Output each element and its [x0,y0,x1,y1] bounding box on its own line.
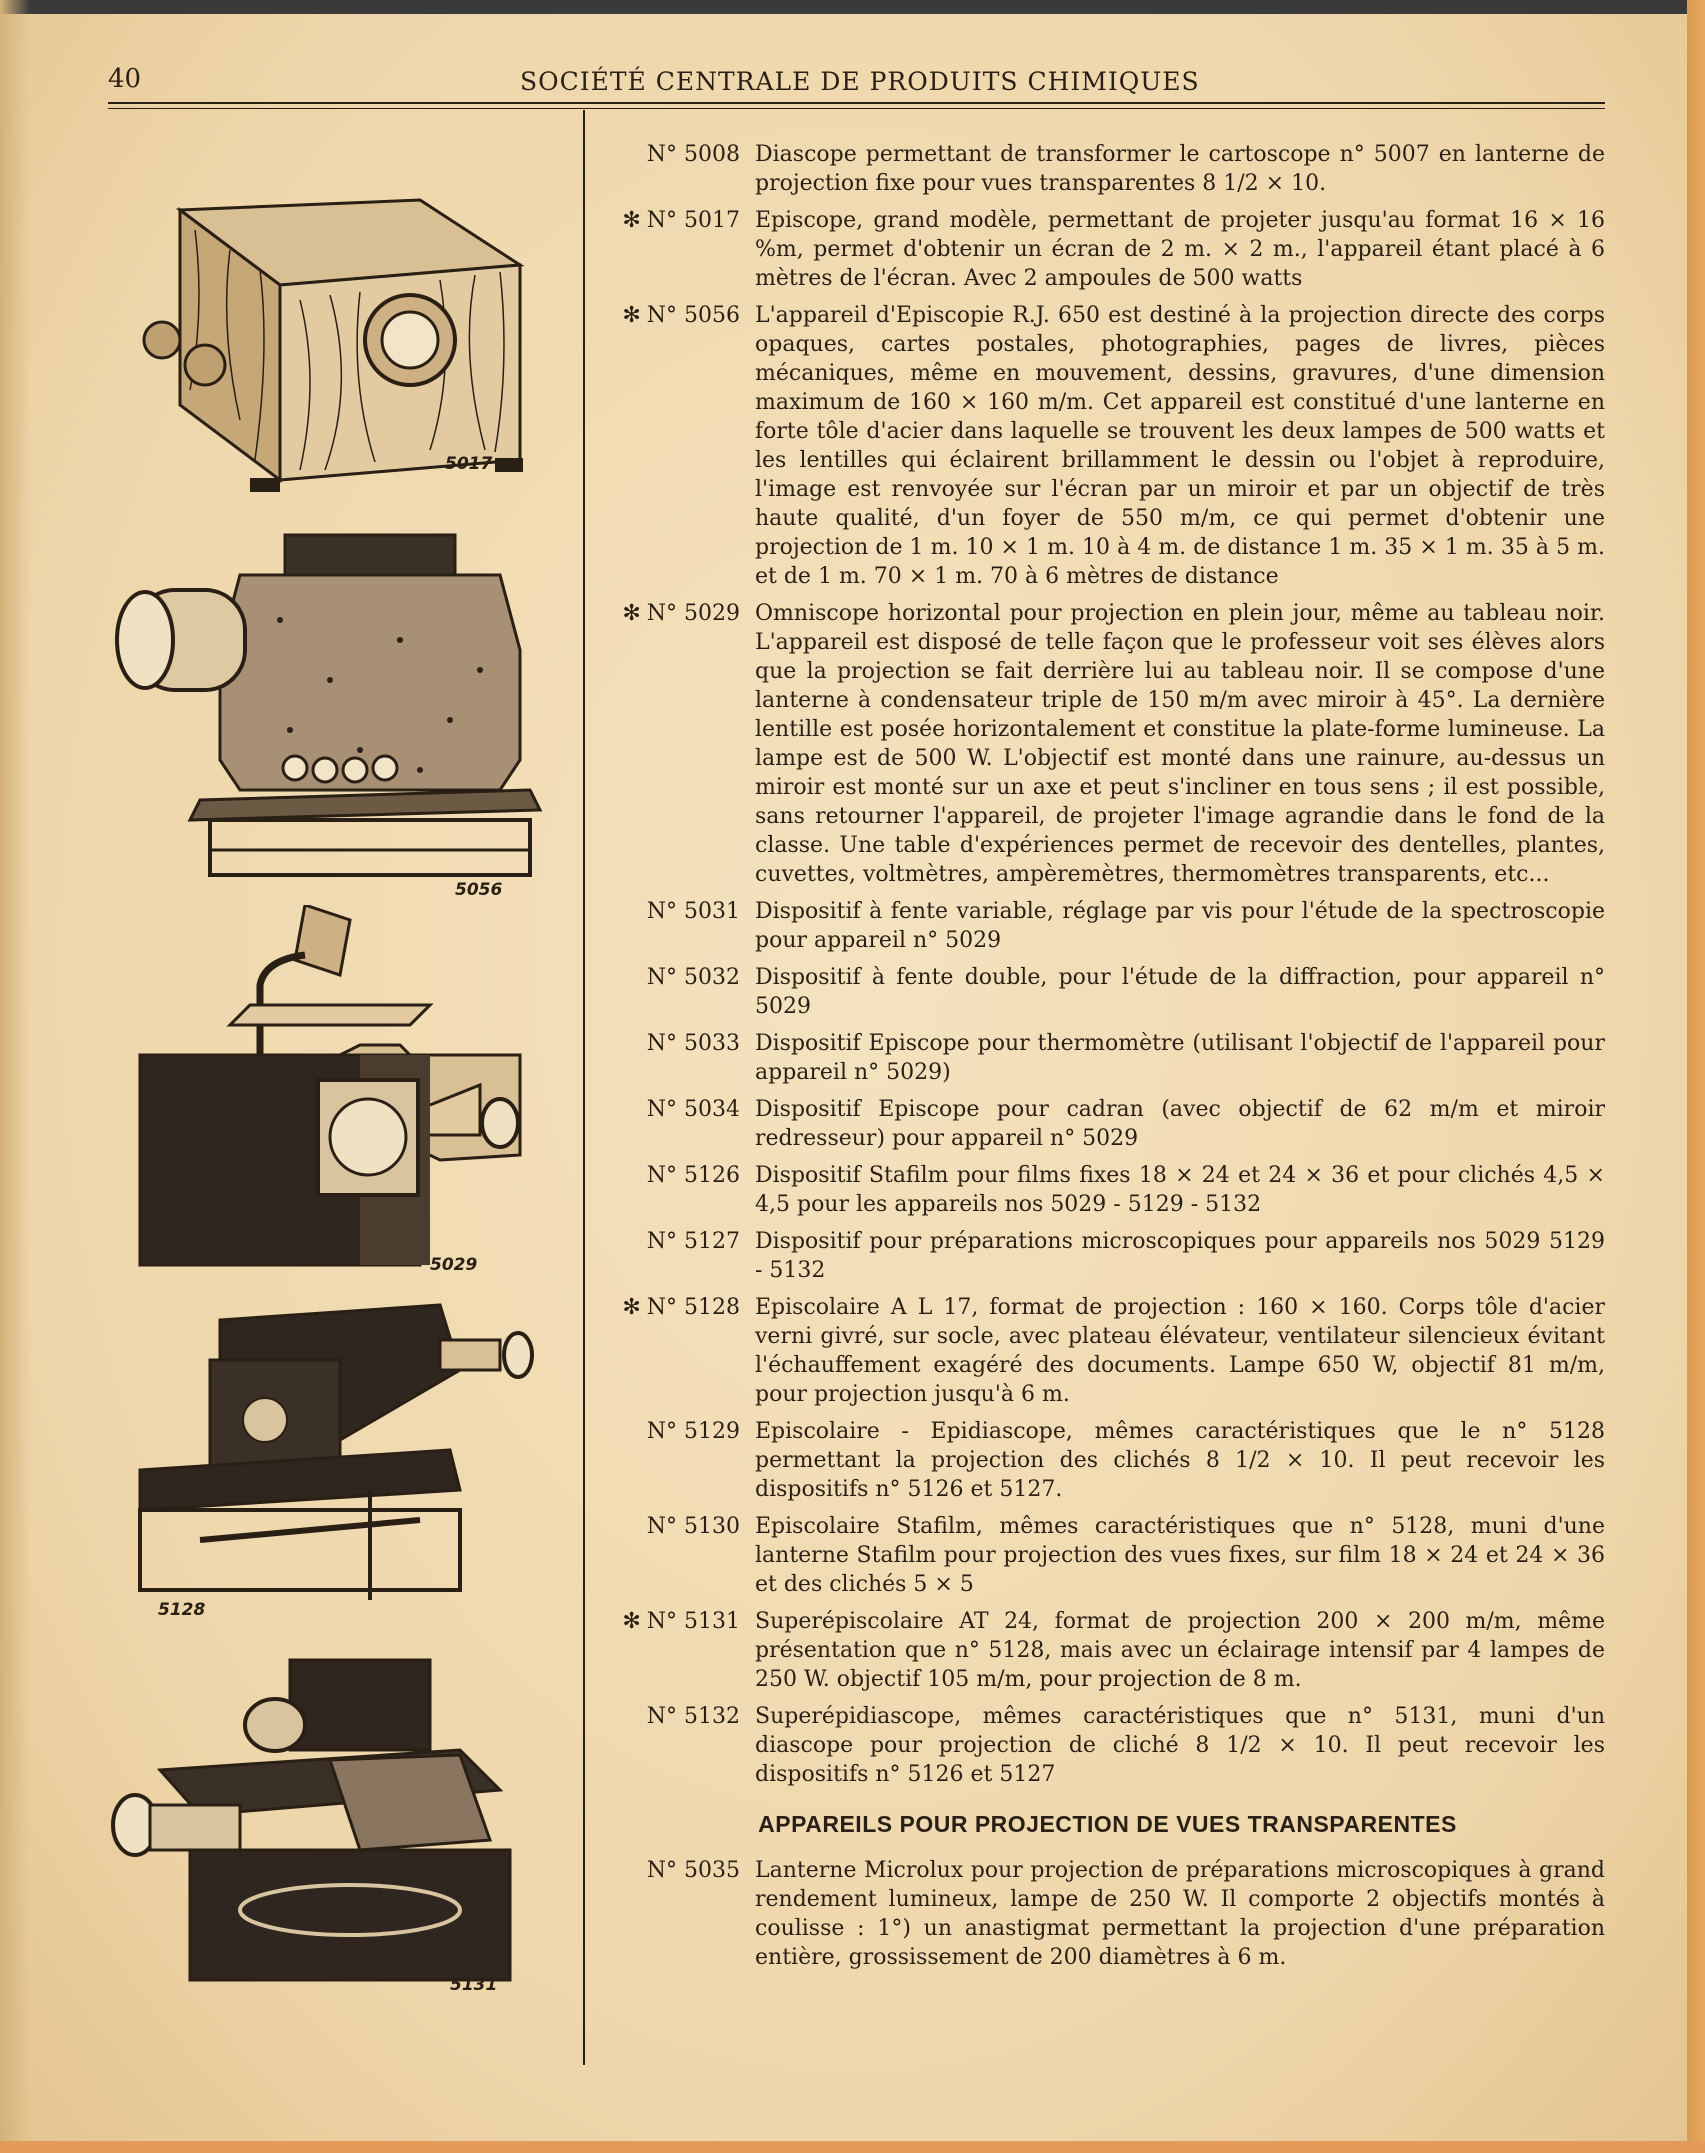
item-number [590,1512,740,1541]
item-description: Dispositif Episcope pour thermomètre (utilisant l'objectif de l'appareil pour appareil n° 5029) [755,1031,1605,1085]
item-description: Episcolaire A L 17, format de projection : 160 × 160. Corps tôle d'acier verni givré, sur socle, avec plateau élévateur, ventilateur silencieux évitant l'échauffement exagéré des documents. Lampe 650 W, objectif 81 m/m, pour projection jusqu'à 6 m. [755,1295,1605,1407]
item-number [590,1607,740,1636]
episcope-rj650-drawing [100,520,560,910]
catalog-entry [590,1702,1605,1789]
header-rule-thin [108,108,1605,109]
catalog-entry [590,1161,1605,1219]
right-edge [1687,0,1705,2153]
item-number-text: N° 5032 [646,965,740,990]
item-number [590,1293,740,1322]
catalog-entry [590,1029,1605,1087]
item-description: Dispositif à fente variable, réglage par vis pour l'étude de la spectroscopie pour appareil n° 5029 [755,899,1605,953]
catalog-entry [590,206,1605,293]
figure-superepiscolaire-5131 [100,1640,560,2000]
item-number [590,206,740,235]
item-number [590,963,740,992]
catalog-entry [590,963,1605,1021]
figure-label: 5029 [430,1255,478,1275]
section-entry-list [590,1856,1605,1972]
item-number [590,897,740,926]
item-number-text: N° 5132 [646,1704,740,1729]
column-divider [583,110,585,2065]
item-number-text: N° 5056 [646,303,740,328]
item-number-text: N° 5127 [646,1229,740,1254]
catalog-entry [590,1856,1605,1972]
item-number-text: N° 5130 [646,1514,740,1539]
item-number-text: N° 5034 [646,1097,740,1122]
item-number [590,301,740,330]
item-description: Omniscope horizontal pour projection en plein jour, même au tableau noir. L'appareil est disposé de telle façon que le professeur voit ses élèves alors que la projection se fait derrière lui au tableau noir. Il se compose d'une lanterne à condensateur triple de 150 m/m avec miroir à 45°. La dernière lentille est posée horizontalement et constitue la plate-forme lumineuse. La lampe est de 500 W. L'objectif est monté dans une rainure, au-dessus un miroir est monté sur un axe et peut s'incliner en tous sens ; il est possible, sans retourner l'appareil, de projeter l'image agrandie dans le fond de la classe. Une table d'expériences permet de recevoir des dentelles, plantes, cuvettes, voltmètres, ampèremètres, thermomètres transparents, etc... [755,601,1605,887]
item-number [590,140,740,169]
figure-label: 5131 [450,1975,498,1995]
episcolaire-drawing [100,1300,560,1630]
item-number [590,1856,740,1885]
catalog-entry [590,599,1605,889]
asterisk-icon: ✻ [622,601,641,626]
item-description: Dispositif pour préparations microscopiques pour appareils nos 5029 5129 - 5132 [755,1229,1605,1283]
entry-list [590,140,1605,1789]
item-number-text: N° 5129 [646,1419,740,1444]
item-number-text: N° 5128 [646,1295,740,1320]
catalog-entry [590,1512,1605,1599]
catalog-entry [590,1227,1605,1285]
asterisk-icon: ✻ [622,303,641,328]
catalog-entry [590,1607,1605,1694]
item-number-text: N° 5131 [646,1609,740,1634]
item-description: Superépidiascope, mêmes caractéristiques que n° 5131, muni d'un diascope pour projection de cliché 8 1/2 × 10. Il peut recevoir les dispositifs n° 5126 et 5127 [755,1704,1605,1787]
catalog-entry [590,897,1605,955]
item-description: Lanterne Microlux pour projection de préparations microscopiques à grand rendement lumineux, lampe de 250 W. Il comporte 2 objectifs montés à coulisse : 1°) un anastigmat permettant la projection d'une préparation entière, grossissement de 200 diamètres à 6 m. [755,1858,1605,1970]
item-number-text: N° 5029 [646,601,740,626]
asterisk-icon: ✻ [622,208,641,233]
item-number [590,1095,740,1124]
item-description: L'appareil d'Episcopie R.J. 650 est destiné à la projection directe des corps opaques, cartes postales, photographies, pages de livres, pièces mécaniques, même en mouvement, dessins, gravures, d'une dimension maximum de 160 × 160 m/m. Cet appareil est constitué d'une lanterne en forte tôle d'acier dans laquelle se trouvent les deux lampes de 500 watts et les lentilles qui éclairent brillamment le dessin ou l'objet à reproduire, l'image est renvoyée sur l'écran par un miroir et par un objectif de très haute qualité, d'un foyer de 550 m/m, ce qui permet d'obtenir une projection de 1 m. 10 × 1 m. 10 à 4 m. de distance 1 m. 35 × 1 m. 35 à 5 m. et de 1 m. 70 × 1 m. 70 à 6 mètres de distance [755,303,1605,589]
item-number [590,1702,740,1731]
figure-episcope-5056 [100,520,560,910]
bottom-edge [0,2141,1705,2153]
header-rule [108,102,1605,104]
figure-omniscope-5029 [100,905,560,1285]
item-description: Diascope permettant de transformer le cartoscope n° 5007 en lanterne de projection fixe pour vues transparentes 8 1/2 × 10. [755,142,1605,196]
item-number [590,1227,740,1256]
item-description: Dispositif Stafilm pour films fixes 18 × 24 et 24 × 36 et pour clichés 4,5 × 4,5 pour les appareils nos 5029 - 5129 - 5132 [755,1163,1605,1217]
item-description: Episcope, grand modèle, permettant de projeter jusqu'au format 16 × 16 %m, permet d'obtenir un écran de 2 m. × 2 m., l'appareil étant placé à 6 mètres de l'écran. Avec 2 ampoules de 500 watts [755,208,1605,291]
item-number [590,1161,740,1190]
page-header [108,64,1603,104]
item-number-text: N° 5017 [646,208,740,233]
catalog-entry [590,1293,1605,1409]
figure-label: 5128 [158,1600,206,1620]
superepiscolaire-drawing [100,1640,560,2000]
catalog-entry [590,301,1605,591]
item-number-text: N° 5008 [646,142,740,167]
asterisk-icon: ✻ [622,1609,641,1634]
figure-episcope-5017 [100,190,560,500]
page-number: 40 [108,64,142,94]
item-number-text: N° 5031 [646,899,740,924]
figure-label: 5017 [445,454,493,474]
item-number [590,1029,740,1058]
catalog-entry [590,140,1605,198]
catalog-entry [590,1095,1605,1153]
item-number [590,1417,740,1446]
figure-episcolaire-5128 [100,1300,560,1630]
item-number [590,599,740,628]
running-title: SOCIÉTÉ CENTRALE DE PRODUITS CHIMIQUES [520,67,1200,96]
item-number-text: N° 5126 [646,1163,740,1188]
item-number-text: N° 5035 [646,1858,740,1883]
catalog-entries [590,140,1605,1980]
catalog-entry [590,1417,1605,1504]
asterisk-icon: ✻ [622,1295,641,1320]
item-description: Superépiscolaire AT 24, format de projection 200 × 200 m/m, même présentation que n° 5128, mais avec un éclairage intensif par 4 lampes de 250 W. objectif 105 m/m, pour projection de 8 m. [755,1609,1605,1692]
item-number-text: N° 5033 [646,1031,740,1056]
top-edge [0,0,1705,14]
item-description: Dispositif Episcope pour cadran (avec objectif de 62 m/m et miroir redresseur) pour appareil n° 5029 [755,1097,1605,1151]
item-description: Episcolaire Stafilm, mêmes caractéristiques que n° 5128, muni d'une lanterne Stafilm pour projection des vues fixes, sur film 18 × 24 et 24 × 36 et des clichés 5 × 5 [755,1514,1605,1597]
omniscope-drawing [100,905,560,1285]
binding-shade [0,0,30,2153]
item-description: Episcolaire - Epidiascope, mêmes caractéristiques que le n° 5128 permettant la projection des clichés 8 1/2 × 10. Il peut recevoir les dispositifs n° 5126 et 5127. [755,1419,1605,1502]
item-description: Dispositif à fente double, pour l'étude de la diffraction, pour appareil n° 5029 [755,965,1605,1019]
section-heading: APPAREILS POUR PROJECTION DE VUES TRANSPARENTES [758,1811,1457,1837]
figure-label: 5056 [455,880,503,900]
